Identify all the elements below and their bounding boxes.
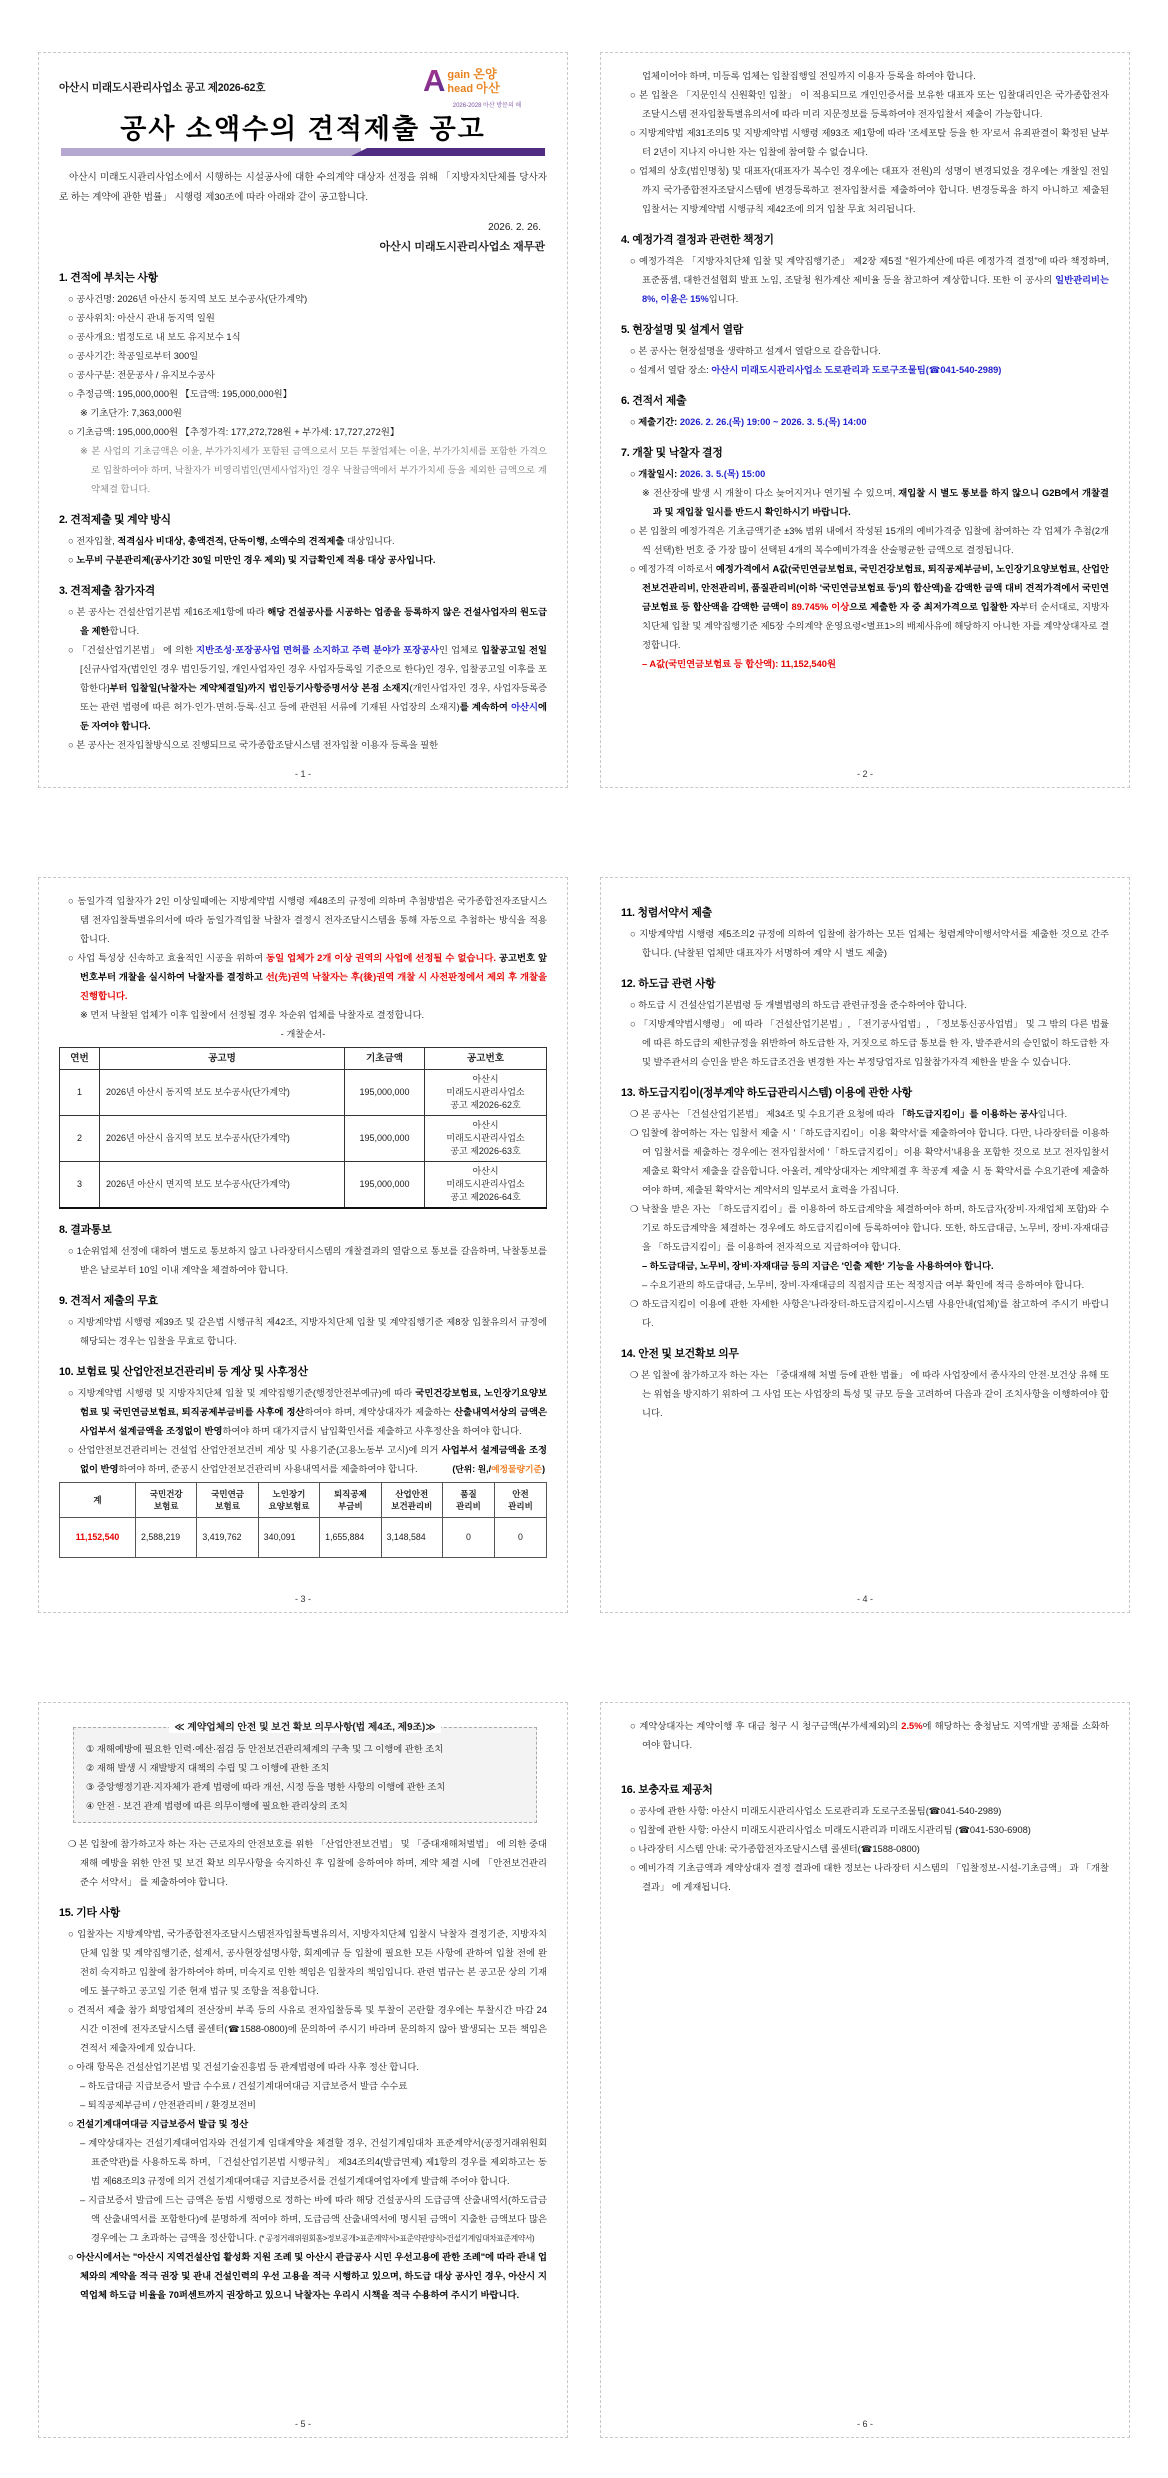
text-run: ❍ 낙찰을 받은 자는 「하도급지킴이」를 이용하여 하도급계약을 체결하여야 하며, 하도급자(장비·자재업체 포함)와 수기로 하도급계약을 체결하는 경우에도 하도급지킴이에 등록하여야 합니다. 또한, 하도급대금, 노무비, 장비·자재대금을 「하도급지킴이」를 이용하여 전자적으로 지급하여야 합니다. xyxy=(630,1204,1109,1252)
section-heading: 1. 견적에 부치는 사항 xyxy=(59,272,158,284)
text-run: ○ 지방계약법 시행령 제5조의2 규정에 의하여 입찰에 참가하는 모든 업체는 청렴계약이행서약서를 제출한 것으로 간주합니다. (낙찰된 업체만 대표자가 서명하여 계약 시 별도 제출) xyxy=(630,929,1109,958)
text-run: 재입찰 시 별도 통보를 하지 않으니 G2B에서 개찰결과 및 재입찰 일시를 반드시 확인하시기 바랍니다. xyxy=(653,488,1109,517)
table-header-row xyxy=(60,1048,547,1070)
text-run: 아산시 xyxy=(511,702,539,712)
paragraph xyxy=(59,290,547,309)
page-3-content xyxy=(59,892,547,1558)
issuer: 아산시 미래도시관리사업소 재무관 xyxy=(379,241,545,253)
doc-number: 아산시 미래도시관리사업소 공고 제2026-62호 xyxy=(59,82,266,94)
column-header: 품질 관리비 xyxy=(443,1483,495,1518)
text-run: ○ 본 공사는 건설산업기본법 제16조제1항에 따라 xyxy=(68,607,268,617)
safety-box-item: ① 재해예방에 필요한 인력·예산·점검 등 안전보건관리체계의 구축 및 그 이행에 관한 조치 xyxy=(86,1744,444,1754)
column-header: 기초금액 xyxy=(345,1048,425,1070)
text-run: ○ 하도급 시 건설산업기본법령 등 개별법령의 하도급 관련규정을 준수하여야 합니다. xyxy=(630,1000,967,1010)
text-run: – 수요기관의 하도급대금, 노무비, 장비·자재대금의 직접지급 또는 적정지급 여부 확인에 적극 응하여야 합니다. xyxy=(642,1280,1085,1290)
text-run: 업체이어야 하며, 미등록 업체는 입찰집행일 전일까지 이용자 등록을 하여야 합니다. xyxy=(642,71,976,81)
text-run: ○ 본 공사는 전자입찰방식으로 진행되므로 국가종합조달시스템 전자입찰 이용자 등록을 필한 xyxy=(68,740,439,750)
section-heading: 14. 안전 및 보건확보 의무 xyxy=(621,1348,739,1360)
safety-box-item: ④ 안전 · 보건 관계 법령에 따른 의무이행에 필요한 관리상의 조치 xyxy=(86,1801,348,1811)
text-run: ❍ 입찰에 참여하는 자는 입찰서 제출 시 '「하도급지킴이」이용 확약서'를 제출하여야 합니다. 다만, 나라장터를 이용하여 입찰서를 제출하는 경우에는 전자입찰서에 '「하도급지킴이」이용 확약서'내용을 포함한 것으로 보고 전자입찰서 제출로 확약서 제출을 갈음합니다. 아울러, 계약상대자는 계약체결 후 착공계 제출 시 동 확약서를 수요기관에 제출하여야 하며, 제출된 확약서는 계약서의 일부로서 효력을 가집니다. xyxy=(630,1128,1109,1195)
text-run: ) xyxy=(542,1464,545,1474)
text-run: [신규사업자(법인인 경우 법인등기일, 개인사업자인 경우 사업자등록일 기준으로 한다)인 경우, 입찰공고일 이후를 포함한다] xyxy=(80,664,547,693)
text-run: ○ 공사에 관한 사항: 아산시 미래도시관리사업소 도로관리과 도로구조물팀(☎041-540-2989) xyxy=(630,1806,1002,1816)
table-cell: 아산시 미래도시관리사업소 공고 제2026-64호 xyxy=(425,1162,547,1209)
text-run: 에 둔 자여야 합니다. xyxy=(80,702,547,731)
paragraph xyxy=(59,2248,547,2305)
text-run: ○ 기초금액: 195,000,000원 【추정가격: 177,272,728원 + 부가세: 17,727,272원】 xyxy=(68,427,400,437)
title-rule xyxy=(61,148,545,156)
paragraph xyxy=(621,925,1109,963)
text-run: ○ 지방계약법 시행령 및 지방자치단체 입찰 및 계약집행기준(행정안전부예규)에 따라 xyxy=(68,1388,416,1398)
section-heading: 12. 하도급 관련 사항 xyxy=(621,978,716,990)
column-header: 계 xyxy=(60,1483,136,1518)
paragraph xyxy=(59,2058,547,2077)
text-run: 를 계속하여 xyxy=(459,702,512,712)
column-header: 공고번호 xyxy=(425,1048,547,1070)
paragraph xyxy=(59,1006,547,1025)
page-4 xyxy=(600,877,1130,1613)
table-cell: 0 xyxy=(495,1518,547,1558)
text-run: – 하도급대금 지급보증서 발급 수수료 / 건설기계대여대금 지급보증서 발급 수수료 xyxy=(80,2081,408,2091)
text-run: ○ 공사건명: 2026년 아산시 동지역 보도 보수공사(단가계약) xyxy=(68,294,308,304)
table-cell: 11,152,540 xyxy=(60,1518,136,1558)
paragraph xyxy=(621,484,1109,522)
text-run: ○ 1순위업체 선정에 대하여 별도로 통보하지 않고 나라장터시스템의 개찰결과의 열람으로 통보를 갈음하며, 낙찰통보를 받은 날로부터 10일 이내 계약을 체결하여야 합니다. xyxy=(68,1246,547,1275)
text-run: ※ 기초단가: 7,363,000원 xyxy=(80,408,182,418)
table-header-row xyxy=(60,1483,547,1518)
page-2 xyxy=(600,52,1130,788)
text-run: ○ xyxy=(630,469,639,479)
column-header: 노인장기 요양보험료 xyxy=(258,1483,319,1518)
safety-obligation-box xyxy=(73,1722,537,1823)
text-run: ○ 나라장터 시스템 안내: 국가종합전자조달시스템 콜센터(☎1588-0800) xyxy=(630,1844,920,1854)
paragraph xyxy=(59,641,547,736)
section-heading: 15. 기타 사항 xyxy=(59,1907,120,1919)
paragraph xyxy=(621,361,1109,380)
page-1-content xyxy=(59,271,547,755)
section-heading: 13. 하도급지킴이(정부계약 하도급관리시스템) 이용에 관한 사항 xyxy=(621,1087,912,1099)
text-run: ○ 입찰자는 지방계약법, 국가종합전자조달시스템전자입찰특별유의서, 지방자치단체 입찰시 낙찰자 결정기준, 지방자치단체 입찰 및 계약집행기준, 설계서, 공사현장설명사항, 회계예규 등 입찰에 필요한 모든 사항에 관하여 입찰 전에 완전히 숙지하고 입찰에 참가하여야 하며, 미숙지로 인한 책임은 입찰자의 책임입니다. 관련 법규는 본 공고문 상의 기재에도 불구하고 공고일 기준 현재 법규 및 조항을 적용합니다. xyxy=(68,1929,547,1996)
section-heading: 10. 보험료 및 산업안전보건관리비 등 계상 및 사후정산 xyxy=(59,1366,308,1378)
paragraph xyxy=(621,86,1109,124)
paragraph xyxy=(59,1313,547,1351)
paragraph xyxy=(621,996,1109,1015)
text-run: ※ 전산장애 발생 시 개찰이 다소 늦어지거나 연기될 수 있으며, xyxy=(642,488,899,498)
table-cell: 2026년 아산시 면지역 보도 보수공사(단가계약) xyxy=(100,1162,345,1209)
table-cell: 2,588,219 xyxy=(136,1518,197,1558)
table-cell: 0 xyxy=(443,1518,495,1558)
paragraph xyxy=(621,1257,1109,1276)
text-run: ❍ 하도급지킴이 이용에 관한 자세한 사항은'나라장터-하도급지킴이-시스템 사용안내(업체)'를 참고하여 주시기 바랍니다. xyxy=(630,1299,1109,1328)
text-run: ○ xyxy=(68,2119,77,2129)
logo-line2-ko: 아산 xyxy=(476,81,501,95)
page-5 xyxy=(38,1702,568,2438)
paragraph xyxy=(59,2001,547,2058)
text-run: ※ 먼저 낙찰된 업체가 이후 입찰에서 선정될 경우 차순위 업체를 낙찰자로 결정합니다. xyxy=(80,1010,425,1020)
text-run: 일반관리비는 8%, 이윤은 15% xyxy=(642,275,1109,304)
paragraph xyxy=(59,2077,547,2096)
page-number: - 4 - xyxy=(856,1594,873,1604)
text-run: ○ 「건설산업기본법」 에 의한 xyxy=(68,645,197,655)
text-run: 노무비 구분관리제(공사기간 30일 미만인 경우 제외) 및 지급확인제 적용 대상 공사입니다. xyxy=(76,555,436,565)
text-run: 합니다. xyxy=(109,626,140,636)
section-heading: 4. 예정가격 결정과 관련한 책정기 xyxy=(621,234,774,246)
text-run: ○ xyxy=(68,555,77,565)
text-run: 예정가격에서 A값(국민연금보험료, 국민건강보험료, 퇴직공제부금비, 노인장기요양보험료, 산업안전보건관리비, 안전관리비, 품질관리비(이하 '국민연금보험료 등')의 합산액)을 감액한 금액 대비 견적가격에서 국민연금보험료 등 합산액을 감액한 금액이 xyxy=(642,564,1109,612)
text-run: 아산시에서는 "아산시 지역건설산업 활성화 지원 조례 및 아산시 관급공사 시민 우선고용에 관한 조례"에 따라 관내 업체와의 계약을 적극 권장 및 관내 건설인력의 우선 고용을 적극 시행하고 있으며, 하도급 대상 공사인 경우, 아산시 지역업체 하도급 비율을 70퍼센트까지 권장하고 있으니 낙찰자는 우리시 시책을 적극 수용하여 주시기 바랍니다. xyxy=(76,2252,547,2300)
text-run: (* 공정거래위원회홈>정보공개>표준계약서>표준약관양식>건설기계임대차표준계약서) xyxy=(259,2234,535,2243)
section-heading: 5. 현장설명 및 설계서 열람 xyxy=(621,324,744,336)
page-5-content xyxy=(59,1722,547,2305)
paragraph xyxy=(621,522,1109,560)
paragraph xyxy=(621,1015,1109,1072)
paragraph xyxy=(621,465,1109,484)
text-run: ○ 예정가격은 「지방자치단체 입찰 및 계약집행기준」 제2장 제5절 "원가계산에 따른 예정가격 결정"에 따라 책정하며, 표준품셈, 대한건설협회 발표 노임, 조달청 원가계산 제비율 등을 참고하여 계상합니다. 또한 이 공사의 xyxy=(630,256,1109,285)
paragraph xyxy=(59,1242,547,1280)
text-run: 하여야 하며 대가지급시 납입확인서를 제출하고 사후정산을 하여야 합니다. xyxy=(222,1426,522,1436)
section-heading: 6. 견적서 제출 xyxy=(621,395,687,407)
text-run: – 하도급대금, 노무비, 장비·자재대금 등의 지급은 '인출 제한' 기능을 사용하여야 합니다. xyxy=(642,1261,994,1271)
text-run: ※ 본 사업의 기초금액은 이윤, 부가가치세가 포함된 금액으로서 모든 투찰업체는 이윤, 부가가치세를 포함한 가격으로 입찰하여야 하며, 낙찰자가 비영리법인(면세사업자)인 경우 낙찰금액에서 부가가치세 등을 제외한 금액으로 계약체결 합니다. xyxy=(80,446,547,494)
paragraph xyxy=(621,1859,1109,1897)
page-number: - 3 - xyxy=(294,1594,311,1604)
paragraph xyxy=(621,1717,1109,1755)
paragraph xyxy=(621,1840,1109,1859)
text-run: ○ 공사구분: 전문공사 / 유지보수공사 xyxy=(68,370,215,380)
section-heading: 16. 보충자료 제공처 xyxy=(621,1784,713,1796)
text-run: ○ 전자입찰, xyxy=(68,536,118,546)
section-heading: 7. 개찰 및 낙찰자 결정 xyxy=(621,447,723,459)
text-run: ○ 아래 항목은 건설산업기본법 및 건설기술진흥법 등 관계법령에 따라 사후 정산 합니다. xyxy=(68,2062,419,2072)
paragraph xyxy=(59,442,547,499)
text-run: ○ 견적서 제출 참가 희망업체의 전산장비 부족 등의 사유로 전자입찰등록 및 투찰이 곤란할 경우에는 투찰시간 마감 24시간 이전에 전자조달시스템 콜센터(☎1588-0800)에 문의하여 주시기 바라며 문의하지 않아 발생되는 모든 책임은 견적서 제출자에게 있습니다. xyxy=(68,2005,547,2053)
spacer xyxy=(621,1755,1109,1769)
text-run: ○ xyxy=(68,2252,77,2262)
text-run: 으로 제출한 자 중 최저가격으로 입찰한 자 xyxy=(849,602,1020,612)
text-run: 입찰공고일 전일 xyxy=(481,645,548,655)
text-run: ○ 사업 특성상 신속하고 효율적인 시공을 위하여 xyxy=(68,953,267,963)
paragraph xyxy=(59,2096,547,2115)
paragraph xyxy=(621,1821,1109,1840)
page-4-content xyxy=(621,906,1109,1423)
text-run: ○ 공사위치: 아산시 관내 동지역 일원 xyxy=(68,313,215,323)
column-header: 국민건강 보험료 xyxy=(136,1483,197,1518)
table-cell: 2 xyxy=(60,1116,100,1162)
paragraph xyxy=(621,252,1109,309)
text-run: ○ 입찰에 관한 사항: 아산시 미래도시관리사업소 미래도시관리과 미래도시관리팀 (☎041-530-6908) xyxy=(630,1825,1031,1835)
text-run: ○ xyxy=(630,417,639,427)
paragraph xyxy=(59,366,547,385)
text-run: ○ 추정금액: 195,000,000원 【도급액: 195,000,000원】 xyxy=(68,389,292,399)
text-run: 2026. 3. 5.(목) 15:00 xyxy=(679,469,766,479)
logo-line2-en: head xyxy=(447,83,474,95)
text-run: ❍ 본 입찰에 참가하고자 하는 자는 근로자의 안전보호를 위한 「산업안전보건법」 및 「중대재해처벌법」 에 의한 중대재해 예방을 위한 안전 및 보건 확보 의무사항을 숙지하신 후 입찰에 응하여야 하며, 계약 체결 시에 「안전보건관리 준수 서약서」 를 제출하여야 합니다. xyxy=(68,1839,547,1887)
text-run: ○ 계약상대자는 계약이행 후 대금 청구 시 청구금액(부가세제외)의 xyxy=(630,1721,902,1731)
text-run: ○ 공사개요: 법정도로 내 보도 유지보수 1식 xyxy=(68,332,241,342)
page-number: - 6 - xyxy=(856,2419,873,2429)
table-cell: 3,419,762 xyxy=(197,1518,258,1558)
logo-line1-en: gain xyxy=(447,69,471,81)
paragraph xyxy=(59,2134,547,2191)
text-run: 입찰일(낙찰자는 계약체결일)까지 법인등기사항증명서상 본점 소재지 xyxy=(130,683,410,693)
paragraph xyxy=(59,309,547,328)
paragraph xyxy=(621,1124,1109,1200)
paragraph xyxy=(59,423,547,442)
text-run: 공고번호 앞번호부터 개찰을 실시하여 낙찰자를 결정하고 xyxy=(80,953,547,982)
table-row xyxy=(60,1116,547,1162)
text-run: 건설기계대여대금 지급보증서 발급 및 정산 xyxy=(76,2119,249,2129)
page-3 xyxy=(38,877,568,1613)
section-heading: 11. 청렴서약서 제출 xyxy=(621,907,713,919)
paragraph xyxy=(59,328,547,347)
paragraph xyxy=(621,413,1109,432)
text-run: ❍ 본 공사는 「건설산업기본법」 제34조 및 수요기관 요청에 따라 xyxy=(630,1109,898,1119)
safety-box-item: ③ 중앙행정기관·지자체가 관계 법령에 따라 개선, 시정 등을 명한 사항의 이행에 관한 조치 xyxy=(86,1782,446,1792)
paragraph xyxy=(59,551,547,570)
text-run: ○ 산업안전보건관리비는 건설업 산업안전보건비 계상 및 사용기준(고용노동부 고시)에 의거 xyxy=(68,1445,442,1455)
text-run: 2.5% xyxy=(901,1721,923,1731)
page-title: 공사 소액수의 견적제출 공고 xyxy=(120,114,486,144)
column-header: 퇴직공제 부금비 xyxy=(320,1483,381,1518)
paragraph xyxy=(621,124,1109,162)
text-run: 선(先)권역 낙찰자는 후(後)권역 개찰 시 사전판정에서 제외 후 개찰을 진행합니다. xyxy=(80,972,547,1001)
text-run: 인 업체로 xyxy=(439,645,482,655)
table-row xyxy=(60,1070,547,1116)
text-run: 입니다. xyxy=(708,294,739,304)
text-run: 동일 업체가 2개 이상 권역의 사업에 선정될 수 없습니다. xyxy=(266,953,500,963)
paragraph xyxy=(621,67,1109,86)
text-run: 89.745% 이상 xyxy=(791,602,850,612)
insurance-cost-table xyxy=(59,1482,547,1558)
column-header: 안전 관리비 xyxy=(495,1483,547,1518)
text-run: 개찰일시: xyxy=(638,469,680,479)
paragraph xyxy=(59,736,547,755)
text-run: 제출기간: xyxy=(638,417,680,427)
table-caption: - 개찰순서- xyxy=(280,1029,326,1039)
paragraph xyxy=(621,1295,1109,1333)
section-heading: 2. 견적제출 및 계약 방식 xyxy=(59,514,171,526)
logo-subtitle: 2026-2028 아산 방문의 해 xyxy=(452,103,522,109)
section-heading: 9. 견적서 제출의 무효 xyxy=(59,1295,158,1307)
paragraph xyxy=(59,949,547,1006)
logo-a-icon: A xyxy=(423,63,446,98)
announcement-date: 2026. 2. 26. xyxy=(488,222,541,233)
text-run: ❍ 본 입찰에 참가하고자 하는 자는 「중대재해 처벌 등에 관한 법률」 에 따라 사업장에서 종사자의 안전·보건상 유해 또는 위험을 방지하기 위하여 그 사업 또는 사업장의 특성 및 규모 등을 고려하여 다음과 같이 조치사항을 이행하여야 합니다. xyxy=(630,1370,1109,1418)
table-cell: 340,091 xyxy=(258,1518,319,1558)
table-cell: 1,655,884 xyxy=(320,1518,381,1558)
paragraph xyxy=(621,162,1109,219)
text-run: ○ 예정가격 이하로서 xyxy=(630,564,716,574)
table-cell: 2026년 아산시 동지역 보도 보수공사(단가계약) xyxy=(100,1070,345,1116)
page-2-content xyxy=(621,67,1109,674)
page-6 xyxy=(600,1702,1130,2438)
intro-paragraph: 아산시 미래도시관리사업소에서 시행하는 시설공사에 대한 수의계약 대상자 선정을 위해 「지방자치단체를 당사자로 하는 계약에 관한 법률」 시행령 제30조에 따라 아래와 같이 공고합니다. xyxy=(59,172,547,203)
text-run: ○ 「지방계약법시행령」 에 따라 「건설산업기본법」, 「전기공사업법」, 「정보통신공사업법」 및 그 밖의 다른 법률에 따른 하도급의 제한규정을 위반하여 하도급한 자, 거짓으로 하도급 통보를 한 자, 발주관서의 승인없이 하도급한 자 및 발주관서의 승인을 받은 하도급조건을 변경한 자는 부정당업자로 입찰참가자격 제한을 받을 수 있습니다. xyxy=(630,1019,1109,1067)
section-heading: 8. 결과통보 xyxy=(59,1224,112,1236)
text-run: 부터 순서대로, 지방자치단체 입찰 및 계약집행기준 제5장 수의계약 운영요령<별표1>의 배제사유에 해당하지 아니한 자를 계약상대자로 결정합니다. xyxy=(642,602,1109,650)
column-header: 공고명 xyxy=(100,1048,345,1070)
paragraph xyxy=(59,385,547,404)
page-number: - 1 - xyxy=(294,769,311,779)
text-run: 하여야 하며, 계약상대자가 제출하는 xyxy=(304,1407,455,1417)
column-header: 산업안전 보건관리비 xyxy=(381,1483,442,1518)
paragraph xyxy=(59,1384,547,1441)
paragraph xyxy=(621,1105,1109,1124)
paragraph xyxy=(59,603,547,641)
page-1 xyxy=(38,52,568,788)
text-run: ○ 지방계약법 제31조의5 및 지방계약법 시행령 제93조 제1항에 따라 '조세포탈 등을 한 자'로서 유죄판결이 확정된 날부터 2년이 지나지 아니한 자는 입찰에 참여할 수 없습니다. xyxy=(630,128,1109,157)
table-cell: 3,148,584 xyxy=(381,1518,442,1558)
text-run: ○ 업체의 상호(법인명칭) 및 대표자(대표자가 복수인 경우에는 대표자 전원)의 성명이 변경되었을 경우에는 개찰일 전일까지 국가종합전자조달시스템에 변경등록하고 전자입찰서를 제출하여야 합니다. 변경등록을 하지 아니하고 제출된 입찰서는 지방계약법 시행규칙 제42조에 의거 입찰 무효 처리됩니다. xyxy=(630,166,1109,214)
text-run: – 퇴직공제부금비 / 안전관리비 / 환경보전비 xyxy=(80,2100,256,2110)
logo-line1-ko: 온양 xyxy=(473,67,498,81)
paragraph xyxy=(59,347,547,366)
text-run: ○ 본 공사는 현장설명을 생략하고 설계서 열람으로 갈음합니다. xyxy=(630,346,881,356)
table-cell: 1 xyxy=(60,1070,100,1116)
text-run: 에 해당하는 충청남도 지역개발 공채를 소화하여야 합니다. xyxy=(642,1721,1109,1750)
text-run: 하여야 하며, 준공시 산업안전보건관리비 사용내역서를 제출하여야 합니다. xyxy=(118,1464,418,1474)
text-run: 적격심사 비대상, 총액견적, 단독이행, 소액수의 견적제출 xyxy=(117,536,345,546)
table-row xyxy=(60,1162,547,1209)
asan-city-logo xyxy=(423,63,551,116)
paragraph xyxy=(59,892,547,949)
page-number: - 5 - xyxy=(294,2419,311,2429)
text-run: (개인사업자인 경우, 사업자등록증 또는 관련 법령에 따른 허가·인가·면허·등록·신고 등에 관련된 서류에 기재된 사업장의 소재지) xyxy=(80,683,548,712)
text-run: – 계약상대자는 건설기계대여업자와 건설기계 임대계약을 체결할 경우, 건설기계임대차 표준계약서(공정거래위원회 표준약관)를 사용하도록 하며, 「건설산업기본법 시행규칙」 제34조의4(발급면제) 제1항의 경우를 제외하고는 동법 제68조의3 규정에 의거 건설기계대여대금 지급보증서를 건설기계대여업자에게 발급해 주어야 합니다. xyxy=(80,2138,547,2186)
table-cell: 아산시 미래도시관리사업소 공고 제2026-63호 xyxy=(425,1116,547,1162)
table-cell: 195,000,000 xyxy=(345,1116,425,1162)
text-run: 사업부서 설계금액을 조정없이 반영 xyxy=(80,1445,547,1474)
paragraph xyxy=(621,655,1109,674)
paragraph xyxy=(59,1925,547,2001)
section-heading: 3. 견적제출 참가자격 xyxy=(59,585,156,597)
paragraph xyxy=(621,1366,1109,1423)
text-run: 「하도급지킴이」를 이용하는 공사 xyxy=(897,1109,1038,1119)
paragraph xyxy=(59,1835,547,1892)
column-header: 국민연금 보험료 xyxy=(197,1483,258,1518)
text-run: 아산시 미래도시관리사업소 도로관리과 도로구조물팀(☎041-540-2989) xyxy=(711,365,1002,375)
table-cell: 195,000,000 xyxy=(345,1162,425,1209)
bid-order-table xyxy=(59,1047,547,1209)
text-run: 예정물량기준 xyxy=(491,1464,543,1474)
text-run: 지반조성·포장공사업 면허를 소지하고 주력 분야가 포장공사 xyxy=(196,645,440,655)
text-run: – 지급보증서 발급에 드는 금액은 동법 시행령으로 정하는 바에 따라 해당 건설공사의 도급금액 산출내역서(하도급금액 산출내역서를 포함한다)에 분명하게 적여야 하며, 도급금액 산출내역서에 명시된 금액이 지출한 금액보다 많은 경우에는 그 초과하는 금액을 정산합니다. xyxy=(80,2195,547,2243)
paragraph xyxy=(621,1802,1109,1821)
text-run: ○ 설계서 열람 장소: xyxy=(630,365,712,375)
paragraph xyxy=(621,1276,1109,1295)
paragraph xyxy=(59,2115,547,2134)
table-row xyxy=(60,1518,547,1558)
text-run: ○ 공사기간: 착공일로부터 300일 xyxy=(68,351,199,361)
paragraph xyxy=(59,532,547,551)
table-cell: 아산시 미래도시관리사업소 공고 제2026-62호 xyxy=(425,1070,547,1116)
paragraph xyxy=(59,404,547,423)
column-header: 연번 xyxy=(60,1048,100,1070)
text-run: 국민건강보험료, 노인장기요양보험료 및 국민연금보험료, 퇴직공제부금비를 사후에 정산 xyxy=(80,1388,547,1417)
paragraph xyxy=(621,560,1109,655)
text-run: ○ 예비가격 기초금액과 계약상대자 결정 결과에 대한 정보는 나라장터 시스템의 「입찰정보-시설-기초금액」 과 「개찰결과」 에 게재됩니다. xyxy=(630,1863,1109,1892)
text-run: 2026. 2. 26.(목) 19:00 ~ 2026. 3. 5.(목) 14:00 xyxy=(679,417,867,427)
table-cell: 3 xyxy=(60,1162,100,1209)
text-run: 대상입니다. xyxy=(344,536,395,546)
text-run: 해당 건설공사를 시공하는 업종을 등록하지 않은 건설사업자의 원도급을 제한 xyxy=(80,607,547,636)
text-run: ○ 지방계약법 시행령 제39조 및 같은법 시행규칙 제42조, 지방자치단체 입찰 및 계약집행기준 제8장 입찰유의서 규정에 해당되는 경우는 입찰을 무효로 합니다. xyxy=(68,1317,547,1346)
paragraph xyxy=(621,342,1109,361)
text-run: ○ 동일가격 입찰자가 2인 이상일때에는 지방계약법 시행령 제48조의 규정에 의하며 추첨방법은 국가종합전자조달시스템 전자입찰특별유의서에 따라 동일가격입찰 낙찰자 결정시 전자조달시스템을 통해 자동으로 추첨하는 방식을 적용합니다. xyxy=(68,896,547,944)
table-cell: 2026년 아산시 읍지역 보도 보수공사(단가계약) xyxy=(100,1116,345,1162)
text-run: – A값(국민연금보험료 등 합산액): 11,152,540원 xyxy=(642,659,836,669)
page-6-content xyxy=(621,1717,1109,1897)
text-run: (단위: 원,/ xyxy=(452,1464,492,1474)
paragraph xyxy=(621,1200,1109,1257)
text-run: ○ 본 입찰의 예정가격은 기초금액기준 ±3% 범위 내에서 작성된 15개의 예비가격중 입찰에 참여하는 각 업체가 추첨(2개씩 선택)한 번호 중 가장 많이 선택된 4개의 복수예비가격을 산술평균한 금액으로 결정됩니다. xyxy=(630,526,1109,555)
text-run: 부터 xyxy=(109,683,131,693)
text-run: 입니다. xyxy=(1037,1109,1068,1119)
safety-box-item: ② 재해 발생 시 재발방지 대책의 수립 및 그 이행에 관한 조치 xyxy=(86,1763,330,1773)
page-number: - 2 - xyxy=(856,769,873,779)
table-cell: 195,000,000 xyxy=(345,1070,425,1116)
text-run: 산출내역서상의 금액은 사업부서 설계금액을 조정없이 반영 xyxy=(80,1407,547,1436)
safety-box-title: ≪ 계약업체의 안전 및 보건 확보 의무사항(법 제4조, 제9조)≫ xyxy=(74,1718,536,1737)
paragraph xyxy=(59,2191,547,2248)
text-run: ○ 본 입찰은 「지문인식 신원확인 입찰」 이 적용되므로 개인인증서를 보유한 대표자 또는 입찰대리인은 국가종합전자조달시스템 전자입찰특별유의서에 따라 미리 지문정보를 등록하여야 전자입찰서 제출이 가능합니다. xyxy=(630,90,1109,119)
